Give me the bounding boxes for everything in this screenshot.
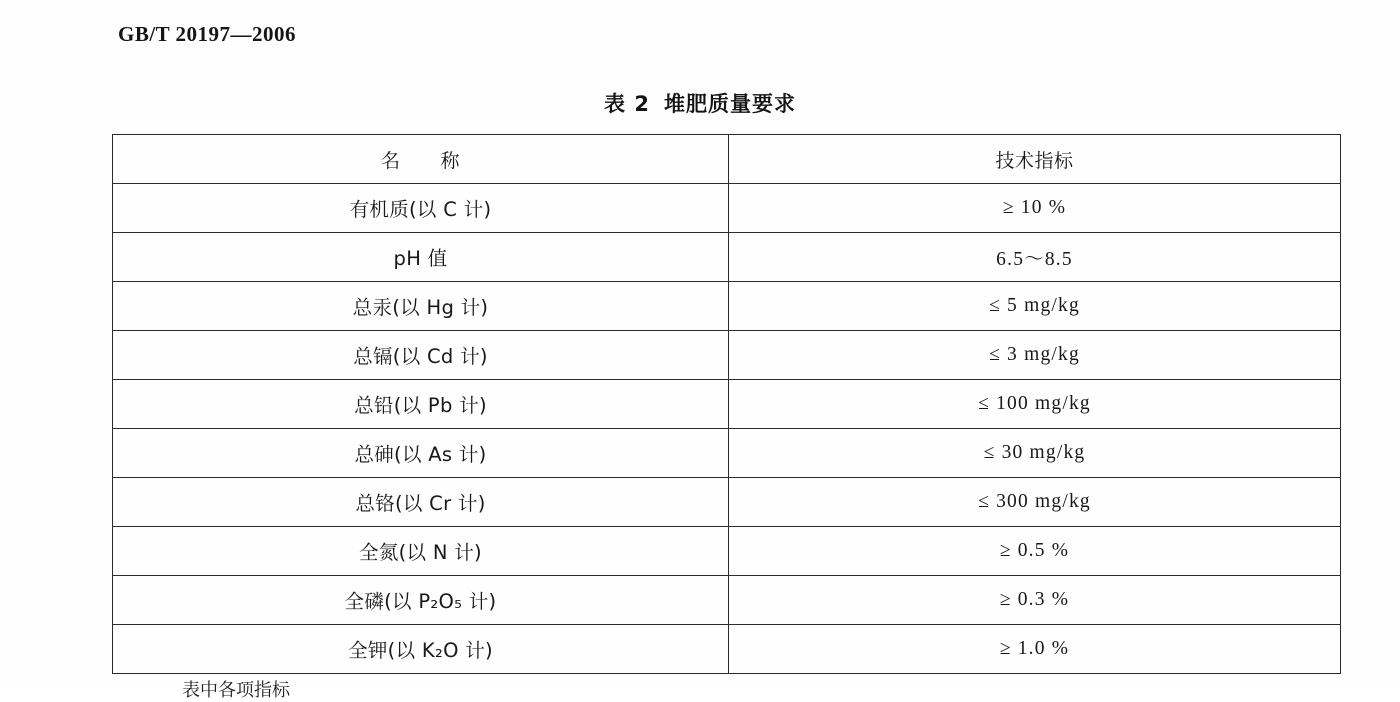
table-row: [113, 282, 1341, 331]
row-value: ≥ 10 %: [729, 184, 1341, 233]
row-name: 总砷(以 As 计): [113, 429, 729, 478]
table-row: [113, 478, 1341, 527]
row-value: ≤ 30 mg/kg: [729, 429, 1341, 478]
row-name: 有机质(以 C 计): [113, 184, 729, 233]
table-row: [113, 576, 1341, 625]
row-name: 总镉(以 Cd 计): [113, 331, 729, 380]
standard-code: GB/T 20197—2006: [118, 22, 297, 46]
row-name: pH 值: [113, 233, 729, 282]
table-caption-number: 表 2: [604, 92, 650, 116]
table-caption-title: 堆肥质量要求: [663, 92, 796, 116]
row-value: ≥ 1.0 %: [729, 625, 1341, 674]
column-header-name-char1: 名: [380, 149, 401, 172]
row-value: ≤ 3 mg/kg: [729, 331, 1341, 380]
column-header-spec: 技术指标: [729, 135, 1341, 184]
column-header-name-char2: 称: [440, 149, 461, 172]
row-value: ≤ 300 mg/kg: [729, 478, 1341, 527]
row-name: 总汞(以 Hg 计): [113, 282, 729, 331]
table-row: [113, 429, 1341, 478]
table-row: [113, 625, 1341, 674]
row-value: ≥ 0.5 %: [729, 527, 1341, 576]
row-name: 全氮(以 N 计): [113, 527, 729, 576]
table-row: [113, 233, 1341, 282]
row-name: 总铬(以 Cr 计): [113, 478, 729, 527]
table-row: [113, 331, 1341, 380]
table-header-row: [113, 135, 1341, 184]
row-value: ≤ 100 mg/kg: [729, 380, 1341, 429]
row-value: ≥ 0.3 %: [729, 576, 1341, 625]
table-row: [113, 380, 1341, 429]
scan-edge: [0, 0, 6, 688]
row-value: 6.5～8.5: [729, 233, 1341, 282]
table-caption: [0, 88, 1400, 118]
table-row: [113, 184, 1341, 233]
column-header-name: [113, 135, 729, 184]
row-name: 全钾(以 K₂O 计): [113, 625, 729, 674]
row-name: 全磷(以 P₂O₅ 计): [113, 576, 729, 625]
footer-partial-text: 表中各项指标: [182, 680, 290, 701]
compost-quality-table: [112, 134, 1341, 674]
table-row: [113, 527, 1341, 576]
row-value: ≤ 5 mg/kg: [729, 282, 1341, 331]
row-name: 总铅(以 Pb 计): [113, 380, 729, 429]
